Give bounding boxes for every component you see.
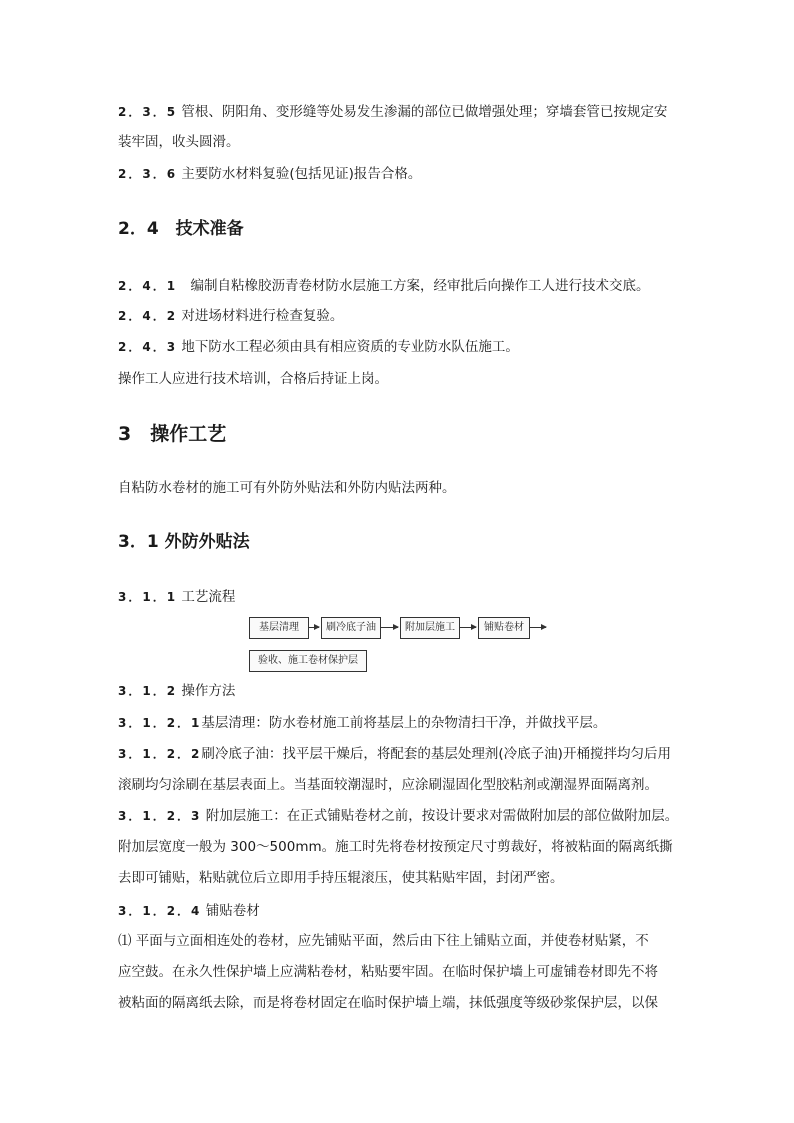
- flow-arrow: [460, 627, 476, 628]
- paragraph-2-3-6: [118, 164, 688, 184]
- flow-arrow: [309, 627, 319, 628]
- clause-text: 操作方法: [177, 683, 236, 699]
- paragraph-2-4-2: [118, 306, 688, 326]
- paragraph-continuation: [118, 993, 688, 1013]
- clause-text: 应空鼓。在永久性保护墙上应满粘卷材，粘贴要牢固。在临时保护墙上可虚铺卷材即先不将: [118, 964, 658, 980]
- section-heading-3-1: 3．1 外防外贴法: [118, 532, 250, 552]
- paragraph-continuation: [118, 868, 688, 888]
- flow-arrow: [381, 627, 398, 628]
- paragraph-3-1-1: [118, 587, 688, 607]
- clause-text: 去即可铺贴，粘贴就位后立即用手持压辊滚压，使其粘贴牢固，封闭严密。: [118, 870, 564, 886]
- clause-text: 基层清理：防水卷材施工前将基层上的杂物清扫干净，并做找平层。: [201, 715, 607, 731]
- paragraph-2-4-1: [118, 276, 688, 296]
- clause-number: 2．3．6: [118, 167, 178, 181]
- clause-text: 操作工人应进行技术培训，合格后持证上岗。: [118, 371, 388, 387]
- clause-number: 2．4．2: [118, 309, 178, 323]
- flow-step-final: 验收、施工卷材保护层: [249, 650, 367, 672]
- clause-number: 3．1．2．1: [118, 716, 202, 730]
- paragraph-3-1-2-2: [118, 744, 688, 764]
- paragraph-3-1-2: [118, 681, 688, 701]
- clause-text: ⑴ 平面与立面相连处的卷材，应先铺贴平面，然后由下往上铺贴立面，并使卷材贴紧，不: [118, 933, 649, 949]
- paragraph-3-1-2-3: [118, 806, 688, 826]
- clause-text: 铺贴卷材: [201, 903, 260, 919]
- flow-step-4: 铺贴卷材: [478, 617, 530, 639]
- section-heading-3: 3 操作工艺: [118, 423, 227, 445]
- paragraph-2-4-3: [118, 337, 688, 357]
- clause-text: 地下防水工程必须由具有相应资质的专业防水队伍施工。: [177, 339, 519, 355]
- clause-text: 编制自粘橡胶沥青卷材防水层施工方案，经审批后向操作工人进行技术交底。: [177, 278, 650, 294]
- paragraph-continuation: [118, 837, 688, 857]
- flow-step-2: 刷冷底子油: [321, 617, 381, 639]
- clause-text: 自粘防水卷材的施工可有外防外贴法和外防内贴法两种。: [118, 480, 456, 496]
- clause-number: 2．3．5: [118, 105, 178, 119]
- paragraph-3-1-2-4: [118, 901, 688, 921]
- clause-text: 滚刷均匀涂刷在基层表面上。当基面较潮湿时，应涂刷湿固化型胶粘剂或潮湿界面隔离剂。: [118, 777, 658, 793]
- clause-text: 附加层施工：在正式铺贴卷材之前，按设计要求对需做附加层的部位做附加层。: [201, 808, 679, 824]
- paragraph-item-1: [118, 931, 688, 951]
- paragraph-continuation: [118, 775, 688, 795]
- clause-text: 管根、阴阳角、变形缝等处易发生渗漏的部位已做增强处理；穿墙套管已按规定安: [177, 104, 668, 120]
- clause-text: 工艺流程: [177, 589, 236, 605]
- paragraph-2-3-5: [118, 102, 688, 122]
- flow-step-3: 附加层施工: [400, 617, 460, 639]
- clause-number: 3．1．2．4: [118, 904, 202, 918]
- process-flow-diagram: [244, 612, 564, 674]
- clause-text: 装牢固，收头圆滑。: [118, 134, 240, 150]
- clause-text: 刷冷底子油：找平层干燥后，将配套的基层处理剂(冷底子油)开桶搅拌均匀后用: [201, 746, 671, 762]
- clause-number: 3．1．1: [118, 590, 178, 604]
- clause-text: 被粘面的隔离纸去除，而是将卷材固定在临时保护墙上端，抹低强度等级砂浆保护层，以保: [118, 995, 658, 1011]
- clause-text: 主要防水材料复验(包括见证)报告合格。: [177, 166, 422, 182]
- flow-arrow: [530, 627, 546, 628]
- paragraph-continuation: [118, 962, 688, 982]
- clause-text: 对进场材料进行检查复验。: [177, 308, 344, 324]
- clause-number: 2．4．1: [118, 279, 178, 293]
- clause-number: 3．1．2: [118, 684, 178, 698]
- paragraph-training: [118, 369, 688, 389]
- clause-number: 3．1．2．3: [118, 809, 202, 823]
- clause-text: 附加层宽度一般为 300～500mm。施工时先将卷材按预定尺寸剪裁好，将被粘面的隔离纸撕: [118, 839, 673, 855]
- clause-number: 2．4．3: [118, 340, 178, 354]
- paragraph-intro: [118, 478, 688, 498]
- paragraph-3-1-2-1: [118, 713, 688, 733]
- section-heading-2-4: 2．4 技术准备: [118, 219, 244, 239]
- paragraph-continuation: [118, 132, 688, 152]
- flow-step-1: 基层清理: [249, 617, 309, 639]
- clause-number: 3．1．2．2: [118, 747, 202, 761]
